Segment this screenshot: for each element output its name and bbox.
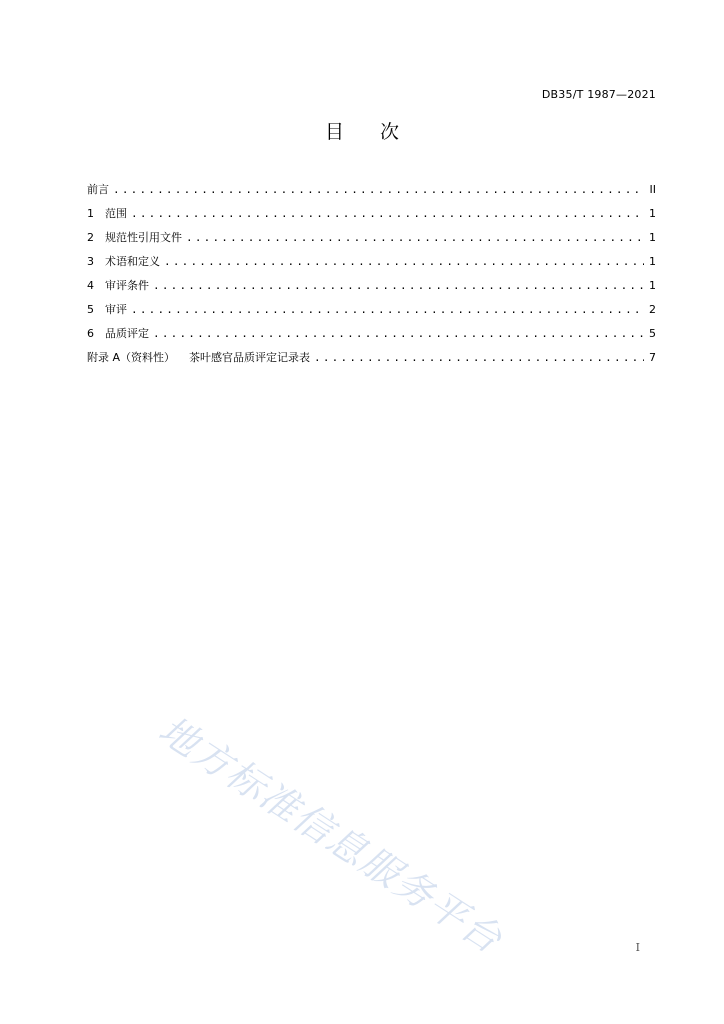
toc-entry-quality-rating[interactable]	[87, 325, 656, 349]
toc-entry-number: 1	[87, 207, 94, 220]
toc-entry-number: 6	[87, 327, 94, 340]
toc-entry-label: 审评	[105, 303, 127, 316]
toc-title-part2: 次	[380, 121, 400, 143]
toc-entry-appendix-a[interactable]	[87, 349, 656, 373]
page-number: I	[635, 941, 640, 954]
toc-leader-dots	[153, 327, 644, 340]
table-of-contents	[87, 181, 656, 373]
toc-title	[0, 117, 724, 144]
toc-appendix-title: 茶叶感官品质评定记录表	[189, 351, 311, 364]
toc-leader-dots	[131, 207, 644, 220]
toc-entry-label: 品质评定	[105, 327, 149, 340]
toc-entry-number: 5	[87, 303, 94, 316]
toc-entry-terms[interactable]	[87, 253, 656, 277]
toc-appendix-label: 附录 A（资料性）	[87, 351, 176, 364]
toc-entry-label: 审评条件	[105, 279, 149, 292]
toc-entry-label: 范围	[105, 207, 127, 220]
toc-entry-number: 3	[87, 255, 94, 268]
toc-entry-page: II	[649, 183, 656, 196]
toc-entry-page: 1	[649, 231, 656, 244]
toc-entry-page: 1	[649, 255, 656, 268]
toc-leader-dots	[186, 231, 644, 244]
toc-entry-evaluation-conditions[interactable]	[87, 277, 656, 301]
toc-entry-label: 前言	[87, 183, 109, 196]
watermark-text: 地方标准信息服务平台	[151, 707, 511, 963]
toc-leader-dots	[113, 183, 644, 196]
toc-entry-page: 2	[649, 303, 656, 316]
toc-title-part1: 目	[324, 121, 344, 143]
toc-entry-number: 2	[87, 231, 94, 244]
toc-entry-page: 5	[649, 327, 656, 340]
toc-entry-label: 规范性引用文件	[105, 231, 182, 244]
toc-entry-number: 4	[87, 279, 94, 292]
toc-entry-foreword[interactable]	[87, 181, 656, 205]
toc-leader-dots	[164, 255, 644, 268]
toc-entry-page: 1	[649, 207, 656, 220]
toc-leader-dots	[131, 303, 644, 316]
document-code: DB35/T 1987—2021	[541, 88, 656, 101]
toc-entry-page: 1	[649, 279, 656, 292]
toc-entry-normative-references[interactable]	[87, 229, 656, 253]
toc-entry-label: 术语和定义	[105, 255, 160, 268]
toc-leader-dots	[314, 351, 644, 364]
toc-entry-page: 7	[649, 351, 656, 364]
toc-entry-scope[interactable]	[87, 205, 656, 229]
toc-leader-dots	[153, 279, 644, 292]
toc-entry-evaluation[interactable]	[87, 301, 656, 325]
